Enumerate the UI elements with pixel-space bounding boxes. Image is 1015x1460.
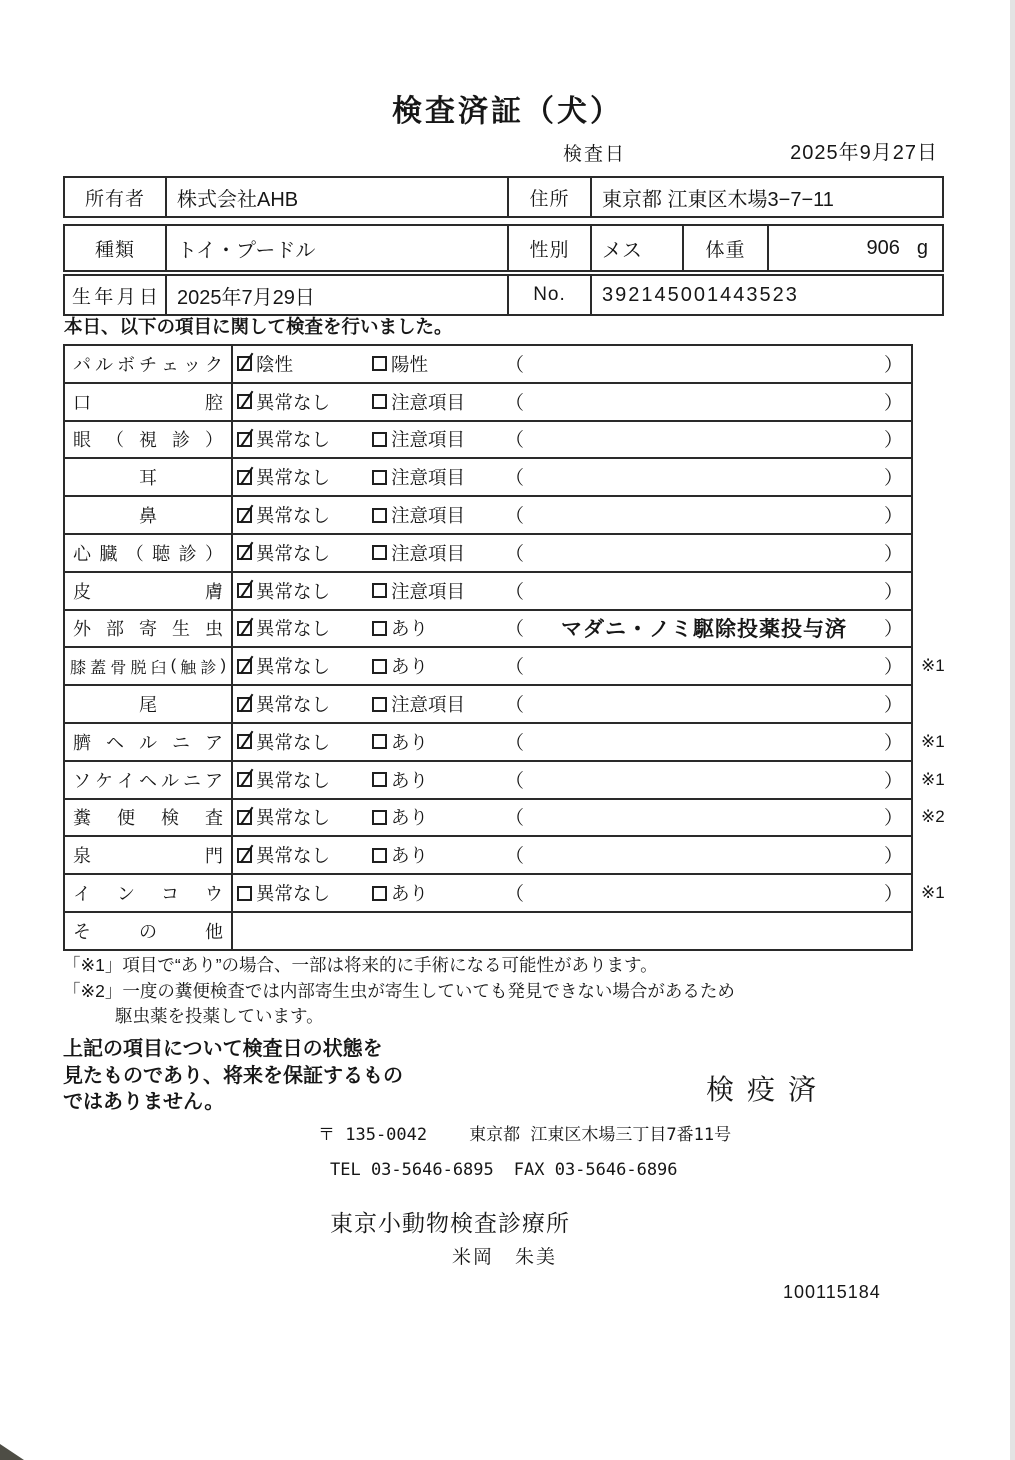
check-row [65,571,911,609]
checkbox-unchecked[interactable] [372,734,387,749]
check-row [65,684,911,722]
paren-close: ） [883,770,903,792]
owner-label: 所有者 [84,188,145,210]
check-row-label: 心 臓 （ 聴 診 ） [65,535,233,571]
inspection-date-label: 検査日 [563,144,627,165]
option-primary [237,804,330,830]
option-primary [237,880,330,906]
paren-open: （ [505,657,525,679]
check-row-label: 尾 [65,686,233,722]
owner-table [63,176,944,218]
option-primary [237,653,330,679]
option-secondary [372,767,428,793]
checkbox-label: 異常なし [256,883,331,905]
checkbox-checked[interactable] [237,394,252,409]
checkbox-unchecked[interactable] [372,772,387,787]
paren-open: （ [505,732,525,754]
birthdate-label: 生 年 月 日 [72,286,158,308]
checkbox-label: 異常なし [256,618,331,640]
tel-number: TEL 03-5646-6895 [330,1160,494,1180]
check-row-label: パ ル ボ チ ェ ッ ク [65,346,233,382]
checkbox-unchecked[interactable] [372,621,387,636]
paren-open: （ [505,468,525,490]
check-row [65,873,945,911]
check-row-body [233,648,911,684]
check-row-label: そ の 他 [65,913,233,949]
sex-value: メス [590,226,682,270]
option-primary [237,691,330,717]
disclaimer-text [63,1036,403,1116]
scan-edge-artifact [1010,0,1015,1460]
postal-code: 〒 135-0042 [318,1125,428,1145]
checkbox-checked[interactable] [237,470,252,485]
paren-open: （ [505,581,525,603]
paren-close: ） [883,695,903,717]
checkbox-checked[interactable] [237,508,252,523]
checkbox-checked[interactable] [237,734,252,749]
check-row [65,533,911,571]
paren-close: ） [883,732,903,754]
inspection-checklist [63,344,945,951]
option-primary [237,502,330,528]
fax-number: FAX 03-5646-6896 [513,1160,678,1180]
option-secondary [372,540,465,566]
paren-close: ） [883,468,903,490]
disclaimer-line-3: ではありません。 [63,1091,225,1113]
option-secondary [372,351,428,377]
weight-number: 906 [866,236,900,259]
checkbox-label: あり [391,618,429,640]
paren-open: （ [505,354,525,376]
address-label: 住所 [507,178,590,216]
footnote-mark: ※2 [921,807,945,827]
check-row-label: 外 部 寄 生 虫 [65,611,233,647]
checkbox-checked[interactable] [237,545,252,560]
footnote-mark: ※1 [921,883,945,903]
checkbox-label: 異常なし [256,580,331,602]
option-secondary [372,804,428,830]
paren-open: （ [505,506,525,528]
checkbox-checked[interactable] [237,848,252,863]
check-row [65,760,945,798]
address-value: 東京都 江東区木場3−7−11 [590,178,942,216]
footnotes [63,953,735,1030]
paren-close: ） [883,506,903,528]
number-label: No. [507,276,590,314]
option-primary [237,615,330,641]
option-primary [237,729,330,755]
checkbox-label: 陰性 [256,353,294,375]
checkbox-label: 陽性 [391,353,429,375]
check-row-label: 皮 膚 [65,573,233,609]
clinic-address: 東京都 江東区木場三丁目7番11号 [469,1125,732,1145]
paren-open: （ [505,884,525,906]
sex-label: 性別 [507,226,590,270]
checkbox-label: 異常なし [256,542,331,564]
checkbox-label: 異常なし [256,769,331,791]
check-row [65,911,911,949]
checkbox-unchecked[interactable] [237,886,252,901]
paren-close: ） [883,657,903,679]
option-secondary [372,502,465,528]
checkbox-unchecked[interactable] [372,356,387,371]
paren-close: ） [883,581,903,603]
breed-label: 種類 [94,239,135,261]
checkbox-label: 異常なし [256,505,331,527]
owner-value: 株式会社AHB [165,178,507,216]
check-row-label: 糞 便 検 査 [65,800,233,836]
paren-close: ） [883,808,903,830]
footnote-1: 「※1」項目で“あり”の場合、一部は将来的に手術になる可能性があります。 [63,955,658,975]
paren-open: （ [505,695,525,717]
option-secondary [372,842,428,868]
check-row [65,346,911,382]
footnote-mark: ※1 [921,731,945,751]
check-row-body [233,459,911,495]
checkbox-label: 異常なし [256,807,331,829]
option-secondary [372,578,465,604]
birthdate-value: 2025年7月29日 [165,276,507,314]
option-primary [237,389,330,415]
check-row-body [233,422,911,458]
checkbox-label: 注意項目 [391,429,466,451]
check-row [65,835,911,873]
check-row-body [233,800,911,836]
footnote-2-continued: 駆虫薬を投薬しています。 [115,1006,324,1026]
quarantine-stamp: 検疫済 [706,1074,830,1105]
paren-close: ） [883,430,903,452]
check-row-label: 耳 [65,459,233,495]
checkbox-checked[interactable] [237,772,252,787]
checkbox-label: 注意項目 [391,580,466,602]
checkbox-unchecked[interactable] [372,394,387,409]
paren-open: （ [505,430,525,452]
check-row-label: 泉 門 [65,837,233,873]
check-row [65,646,945,684]
checkbox-label: 異常なし [256,391,331,413]
check-row-label: ソ ケ イ ヘ ル ニ ア [65,762,233,798]
footnote-2: 「※2」一度の糞便検査では内部寄生虫が寄生していても発見できない場合があるため [63,980,735,1001]
paren-close: ） [883,392,903,414]
paren-content: マダニ・ノミ駆除投薬投与済 [561,618,847,642]
check-row-label: 膝 蓋 骨 脱 臼 ( 触 診 ) [65,648,233,684]
checkbox-label: 注意項目 [391,467,466,489]
check-row [65,798,945,836]
check-row-label: 臍 ヘ ル ニ ア [65,724,233,760]
check-row-body [233,384,911,420]
checkbox-label: 異常なし [256,694,331,716]
checkbox-unchecked[interactable] [372,432,387,447]
check-row [65,722,945,760]
paren-open: （ [505,392,525,414]
checkbox-unchecked[interactable] [372,848,387,863]
check-row-label: 口 腔 [65,384,233,420]
option-primary [237,767,330,793]
checkbox-checked[interactable] [237,621,252,636]
paren-close: ） [883,543,903,565]
option-primary [237,426,330,452]
paren-open: （ [505,846,525,868]
checkbox-label: 注意項目 [391,505,466,527]
check-row-body [233,686,911,722]
checkbox-unchecked[interactable] [372,810,387,825]
footnote-mark: ※1 [921,656,945,676]
option-secondary [372,615,428,641]
checkbox-unchecked[interactable] [372,545,387,560]
clinic-name: 東京小動物検査診療所 [330,1210,570,1236]
checkbox-label: あり [391,845,429,867]
checkbox-label: 異常なし [256,429,331,451]
paren-close: ） [883,619,903,641]
check-row-body [233,535,911,571]
option-primary [237,351,293,377]
inspection-date-value: 2025年9月27日 [790,142,938,164]
footer-phone-line [330,1160,678,1180]
option-secondary [372,426,465,452]
check-row-body [233,762,911,798]
checkbox-label: 異常なし [256,467,331,489]
checkbox-unchecked[interactable] [372,886,387,901]
paren-open: （ [505,770,525,792]
check-row-body [233,497,911,533]
checkbox-label: 注意項目 [391,391,466,413]
checkbox-label: あり [391,883,429,905]
checkbox-unchecked[interactable] [372,583,387,598]
check-row [65,420,911,458]
option-primary [237,540,330,566]
option-secondary [372,464,465,490]
checkbox-label: 注意項目 [391,542,466,564]
paren-close: ） [883,354,903,376]
paren-open: （ [505,543,525,565]
checkbox-checked[interactable] [237,659,252,674]
footnote-mark: ※1 [921,769,945,789]
checkbox-label: 異常なし [256,731,331,753]
checkbox-unchecked[interactable] [372,659,387,674]
option-secondary [372,729,428,755]
check-row-label: 鼻 [65,497,233,533]
option-primary [237,464,330,490]
disclaimer-line-2: 見たものであり、将来を保証するもの [63,1064,403,1087]
checkbox-label: あり [391,731,429,753]
option-secondary [372,389,465,415]
option-secondary [372,880,428,906]
paren-close: ） [883,846,903,868]
check-row-body [233,611,911,647]
disclaimer-line-1: 上記の項目について検査日の状態を [63,1038,383,1060]
breed-value: トイ・プードル [165,226,507,270]
checkbox-label: あり [391,807,429,829]
checkbox-unchecked[interactable] [372,508,387,523]
scan-corner-artifact [0,1444,24,1460]
paren-close: ） [883,884,903,906]
check-row [65,609,911,647]
checkbox-label: 異常なし [256,656,331,678]
check-row [65,495,911,533]
birth-id-table [63,274,944,316]
document-serial-number: 100115184 [783,1282,881,1302]
check-row-body [233,875,911,911]
option-secondary [372,653,428,679]
check-row-body [233,573,911,609]
checkbox-label: 注意項目 [391,694,466,716]
check-row-body [233,724,911,760]
option-primary [237,842,330,868]
checkbox-checked[interactable] [237,810,252,825]
checkbox-checked[interactable] [237,583,252,598]
option-secondary [372,691,465,717]
checkbox-label: 異常なし [256,845,331,867]
check-row-label: 眼 （ 視 診 ） [65,422,233,458]
check-row-body [233,346,911,382]
checkbox-label: あり [391,769,429,791]
paren-open: （ [505,808,525,830]
checkbox-checked[interactable] [237,697,252,712]
pet-info-table [63,224,944,272]
checkbox-unchecked[interactable] [372,697,387,712]
weight-label: 体重 [682,226,767,270]
checkbox-checked[interactable] [237,356,252,371]
number-value: 392145001443523 [590,276,942,314]
check-row-label: イ ン コ ウ [65,875,233,911]
weight-value [767,226,942,270]
check-row-body [233,913,911,949]
footer-address-line [318,1120,731,1145]
checkbox-unchecked[interactable] [372,470,387,485]
option-primary [237,578,330,604]
veterinarian-name: 米岡 朱美 [452,1247,558,1268]
intro-text: 本日、以下の項目に関して検査を行いました。 [64,316,453,337]
paren-open: （ [505,619,525,641]
weight-unit: g [916,236,928,259]
checkbox-checked[interactable] [237,432,252,447]
check-row [65,457,911,495]
checkbox-label: あり [391,656,429,678]
document-title: 検査済証（犬） [392,95,623,128]
check-row-body [233,837,911,873]
check-row [65,382,911,420]
